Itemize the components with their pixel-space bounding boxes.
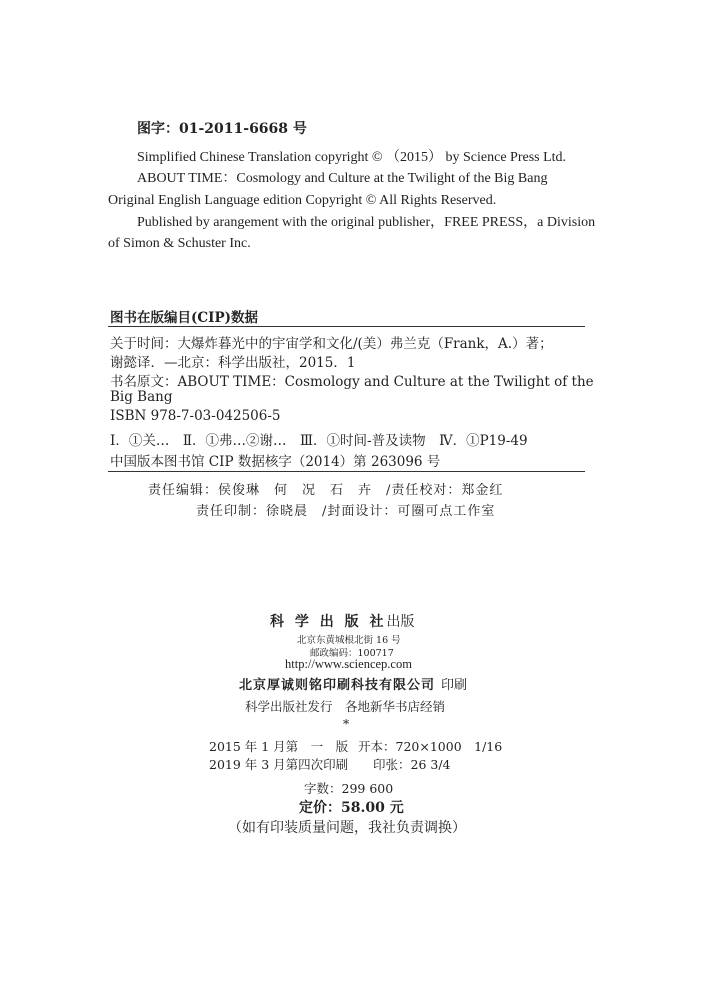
separator-star: * bbox=[343, 716, 350, 731]
printer-name: 北京厚诚则铭印刷科技有限公司 bbox=[239, 678, 436, 693]
cip-top-rule bbox=[108, 326, 585, 327]
format-size: 开本：720×1000 1/16 bbox=[358, 739, 503, 754]
cip-line-1: 关于时间：大爆炸暮光中的宇宙学和文化/(美）弗兰克（Frank，A.）著； bbox=[110, 336, 553, 352]
publisher-postcode: 邮政编码：100717 bbox=[310, 648, 394, 659]
print-sheets: 印张：26 3/4 bbox=[373, 757, 451, 772]
publisher-suffix: 出版 bbox=[386, 614, 415, 630]
cip-number: 中国版本图书馆 CIP 数据核字（2014）第 263096 号 bbox=[110, 454, 441, 470]
word-count: 字数：299 600 bbox=[304, 781, 394, 796]
copyright-line-4: Published by arangement with the original publisher，FREE PRESS，a Division bbox=[137, 215, 596, 230]
print-date: 2019 年 3 月第四次印刷 bbox=[209, 757, 349, 772]
cip-heading: 图书在版编目(CIP)数据 bbox=[110, 310, 258, 326]
edition-date: 2015 年 1 月第 一 版 bbox=[209, 739, 349, 754]
price: 定价：58.00 元 bbox=[299, 800, 404, 816]
printer-suffix: 印刷 bbox=[441, 678, 468, 693]
staff-editors: 责任编辑：侯俊琳 何 况 石 卉 /责任校对：郑金红 bbox=[148, 483, 504, 498]
publisher-name: 科 学 出 版 社 bbox=[270, 614, 387, 630]
copyright-line-1: Simplified Chinese Translation copyright © （2015） by Science Press Ltd. bbox=[137, 150, 567, 165]
cip-line-3: 书名原文：ABOUT TIME：Cosmology and Culture at the Twilight of the bbox=[110, 374, 594, 390]
staff-print-design: 责任印制：徐晓晨 /封面设计：可圈可点工作室 bbox=[196, 504, 496, 519]
cip-line-4: Big Bang bbox=[110, 389, 173, 405]
publisher-line bbox=[270, 611, 415, 631]
cip-classification: Ⅰ．①关… Ⅱ．①弗…②谢… Ⅲ．①时间-普及读物 Ⅳ．①P19-49 bbox=[110, 433, 528, 449]
publisher-url: http://www.sciencep.com bbox=[285, 657, 412, 671]
copyright-line-3: Original English Language edition Copyright © All Rights Reserved. bbox=[108, 193, 497, 208]
quality-notice: （如有印装质量问题，我社负责调换） bbox=[228, 820, 466, 836]
printer-line bbox=[239, 674, 467, 693]
cip-bottom-rule bbox=[108, 471, 585, 472]
publisher-address: 北京东黄城根北街 16 号 bbox=[297, 635, 401, 646]
registration-number: 图字：01-2011-6668 号 bbox=[137, 121, 307, 137]
distribution: 科学出版社发行 各地新华书店经销 bbox=[245, 699, 446, 714]
copyright-line-5: of Simon & Schuster Inc. bbox=[108, 236, 251, 251]
cip-line-2: 谢懿译．—北京：科学出版社，2015．1 bbox=[110, 355, 356, 371]
copyright-line-2: ABOUT TIME：Cosmology and Culture at the Twilight of the Big Bang bbox=[137, 171, 548, 186]
cip-isbn: ISBN 978-7-03-042506-5 bbox=[110, 408, 281, 424]
